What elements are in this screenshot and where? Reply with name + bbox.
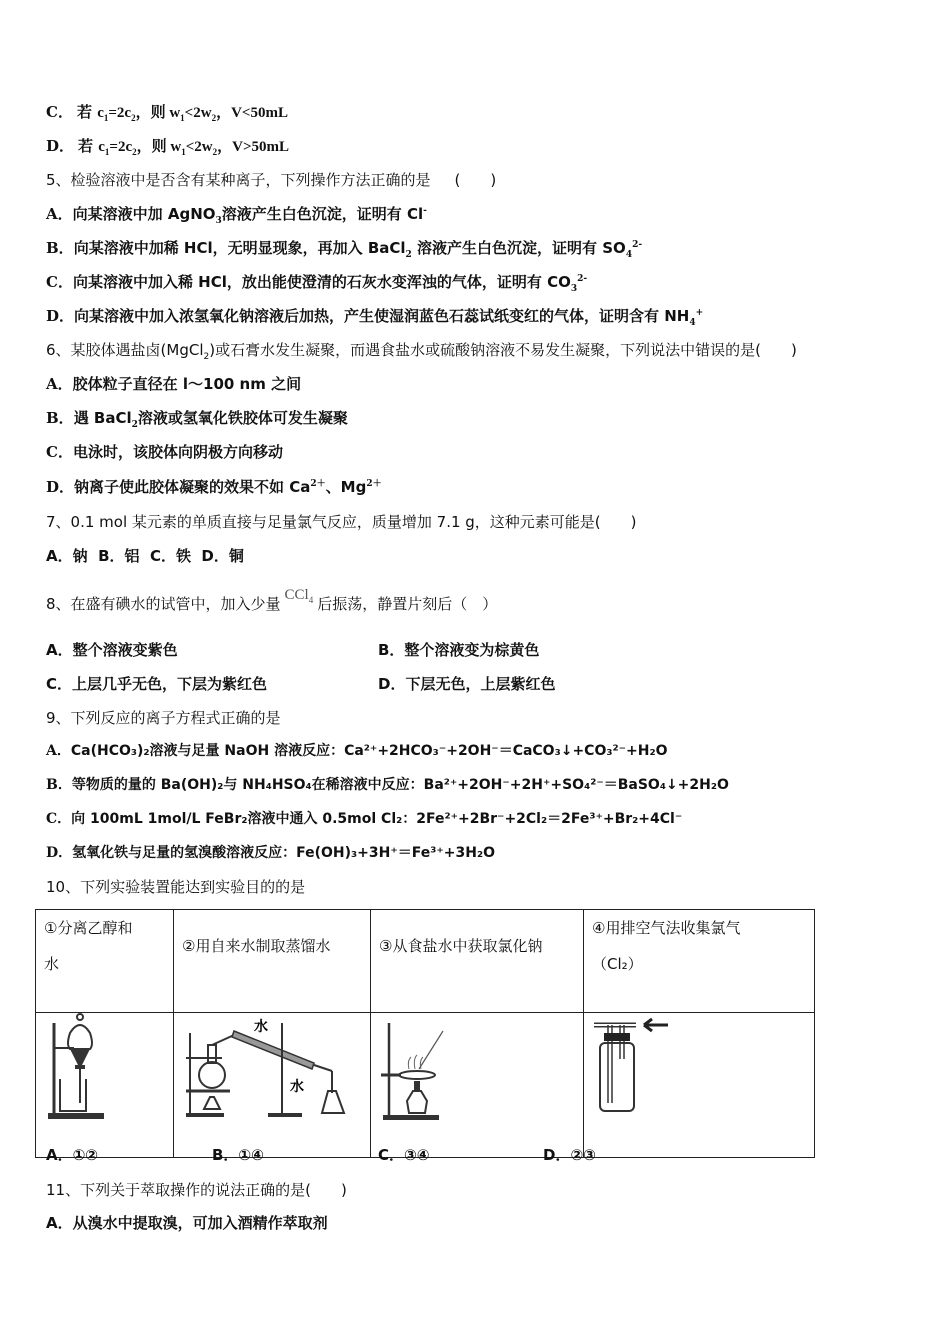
question-8-stem: 8、在盛有碘水的试管中，加入少量 CCl$_4$ 后振荡，静置片刻后（ ） <box>46 587 498 613</box>
question-9-stem: 9、下列反应的离子方程式正确的是 <box>46 709 281 727</box>
q5-option-c: C．向某溶液中加入稀 HCl，放出能使澄清的石灰水变浑浊的气体，证明有 $CO_3^{2-}$ <box>46 273 588 294</box>
q10-option-c: C．③④ <box>378 1146 430 1164</box>
q9-option-a: A．Ca(HCO₃)₂溶液与足量 NaOH 溶液反应：Ca²⁺+2HCO₃⁻+2OH⁻＝CaCO₃↓+CO₃²⁻+H₂O <box>46 743 668 759</box>
q6-option-b: B．遇 BaCl$_2$溶液或氢氧化铁胶体可发生凝聚 <box>46 409 348 430</box>
q5-option-b: B．向某溶液中加稀 HCl，无明显现象，再加入 BaCl$_2$ 溶液产生白色沉淀，证明有 $SO_4^{2-}$ <box>46 239 643 260</box>
answer-blank: ( ) <box>454 171 497 189</box>
image-cell-3 <box>371 1013 584 1158</box>
q9-option-d: D．氢氧化铁与足量的氢溴酸溶液反应：Fe(OH)₃+3H⁺＝Fe³⁺+3H₂O <box>46 845 495 861</box>
q4-option-c: C． 若 $c_1=2c_2$，则 $w_1<2w_2$，V<50mL <box>46 103 288 123</box>
q4-option-d: D． 若 $c_1=2c_2$，则 $w_1<2w_2$，V>50mL <box>46 137 290 157</box>
svg-text:水: 水 <box>290 1079 304 1095</box>
question-10-stem: 10、下列实验装置能达到实验目的的是 <box>46 878 306 896</box>
q10-option-b: B．①④ <box>212 1146 264 1164</box>
svg-text:水: 水 <box>254 1019 268 1035</box>
experiment-table <box>35 909 815 1158</box>
separatory-funnel-icon <box>44 1013 114 1123</box>
gas-collection-bottle-icon <box>592 1013 692 1123</box>
q7-options: A．钠 B．铝 C．铁 D．铜 <box>46 547 244 565</box>
q9-option-c: C．向 100mL 1mol/L FeBr₂溶液中通入 0.5mol Cl₂：2Fe²⁺+2Br⁻+2Cl₂＝2Fe³⁺+Br₂+4Cl⁻ <box>46 811 683 827</box>
q6-option-c: C．电泳时，该胶体向阴极方向移动 <box>46 443 283 461</box>
distillation-apparatus-icon <box>182 1013 362 1123</box>
image-cell-4 <box>584 1013 815 1158</box>
header-cell-2: ②用自来水制取蒸馏水 <box>174 910 371 1013</box>
ccl4-formula: CCl$_4$ <box>284 587 314 605</box>
q5-option-d: D．向某溶液中加入浓氢氧化钠溶液后加热，产生使湿润蓝色石蕊试纸变红的气体，证明含有 $NH_4^+$ <box>46 307 704 328</box>
q6-option-a: A．胶体粒子直径在 l～100 nm 之间 <box>46 375 302 393</box>
question-7-stem: 7、0.1 mol 某元素的单质直接与足量氯气反应，质量增加 7.1 g，这种元素可能是( ) <box>46 513 637 531</box>
evaporation-apparatus-icon <box>379 1013 459 1123</box>
header-cell-1: ①分离乙醇和 水 <box>36 910 174 1013</box>
image-cell-2 <box>174 1013 371 1158</box>
question-6-stem: 6、某胶体遇盐卤(MgCl$_2$)或石膏水发生凝聚，而遇食盐水或硫酸钠溶液不易发生凝聚，下列说法中错误的是( ) <box>46 341 797 362</box>
q10-option-d: D．②③ <box>543 1146 596 1164</box>
q11-option-a: A．从溴水中提取溴，可加入酒精作萃取剂 <box>46 1214 328 1232</box>
q8-option-a: A．整个溶液变紫色 <box>46 641 178 659</box>
q8-option-b: B．整个溶液变为棕黄色 <box>378 641 540 659</box>
image-cell-1 <box>36 1013 174 1158</box>
q5-option-a: A．向某溶液中加 AgNO$_3$溶液产生白色沉淀，证明有 Cl- <box>46 205 427 226</box>
question-5-stem: 5、检验溶液中是否含有某种离子，下列操作方法正确的是 ( ) <box>46 171 497 189</box>
question-11-stem: 11、下列关于萃取操作的说法正确的是( ) <box>46 1181 347 1199</box>
q9-option-b: B．等物质的量的 Ba(OH)₂与 NH₄HSO₄在稀溶液中反应：Ba²⁺+2OH⁻+2H⁺+SO₄²⁻＝BaSO₄↓+2H₂O <box>46 777 729 793</box>
q8-option-c: C．上层几乎无色，下层为紫红色 <box>46 675 268 693</box>
q10-option-a: A．①② <box>46 1146 99 1164</box>
q8-option-d: D．下层无色，上层紫红色 <box>378 675 556 693</box>
header-cell-4: ④用排空气法收集氯气 （Cl₂） <box>584 910 815 1013</box>
q6-option-d: D．钠离子使此胶体凝聚的效果不如 $Ca^{2+}$、$Mg^{2+}$ <box>46 478 382 496</box>
header-cell-3: ③从食盐水中获取氯化钠 <box>371 910 584 1013</box>
